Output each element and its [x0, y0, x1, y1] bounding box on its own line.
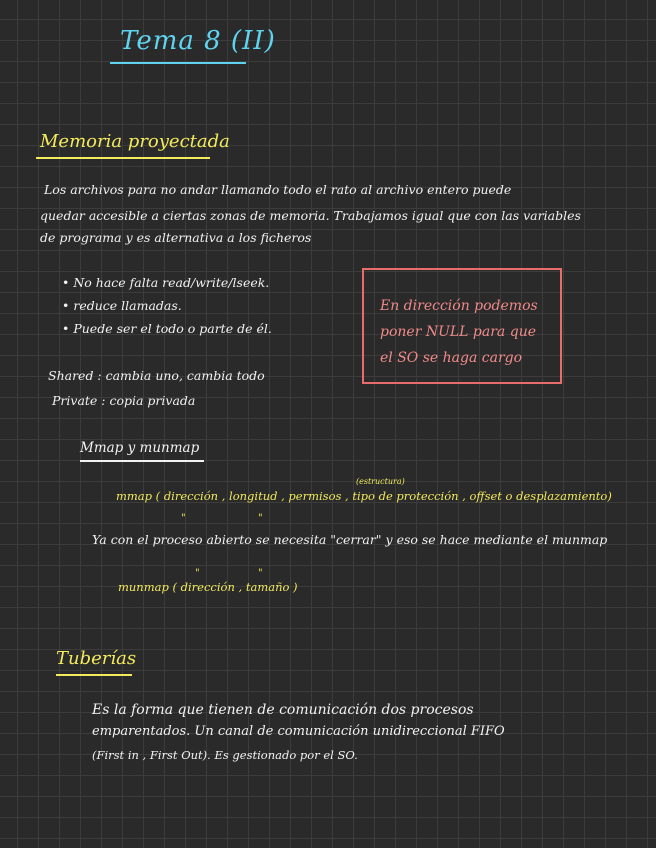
heading-underline	[56, 674, 132, 676]
paragraph-line: (First in , First Out). Es gestionado por el SO.	[92, 748, 358, 762]
ditto-mark: "	[181, 513, 186, 524]
shared-line: Shared : cambia uno, cambia todo	[48, 368, 265, 383]
private-line: Private : copia privada	[52, 393, 196, 408]
note-line: el SO se haga cargo	[380, 350, 523, 366]
bullet-item: • No hace falta read/write/lseek.	[62, 275, 270, 290]
bullet-item: • reduce llamadas.	[62, 298, 182, 313]
page-title: Tema 8 (II)	[120, 26, 276, 56]
mmap-call: mmap ( dirección , longitud , permisos , tipo de protección , offset o desplazamiento)	[116, 489, 612, 503]
ditto-mark: "	[258, 568, 263, 579]
heading-memoria-proyectada: Memoria proyectada	[40, 131, 230, 152]
heading-mmap-munmap: Mmap y munmap	[80, 440, 200, 456]
note-line: poner NULL para que	[380, 324, 536, 340]
note-line: En dirección podemos	[380, 298, 538, 314]
heading-underline	[36, 157, 210, 159]
title-underline	[110, 62, 246, 64]
munmap-explanation: Ya con el proceso abierto se necesita "cerrar" y eso se hace mediante el munmap	[92, 532, 608, 547]
ditto-mark: "	[258, 513, 263, 524]
paragraph-line: Es la forma que tienen de comunicación dos procesos	[92, 702, 474, 718]
paragraph-line: de programa y es alternativa a los ficheros	[40, 230, 312, 245]
munmap-call: munmap ( dirección , tamaño )	[118, 580, 298, 594]
bullet-item: • Puede ser el todo o parte de él.	[62, 321, 272, 336]
paragraph-line: emparentados. Un canal de comunicación unidireccional FIFO	[92, 724, 505, 739]
heading-tuberias: Tuberías	[56, 648, 137, 669]
heading-underline	[80, 460, 204, 462]
paragraph-line: Los archivos para no andar llamando todo el rato al archivo entero puede	[44, 182, 512, 197]
annotation: (estructura)	[356, 477, 405, 486]
ditto-mark: "	[195, 568, 200, 579]
paragraph-line: quedar accesible a ciertas zonas de memoria. Trabajamos igual que con las variables	[40, 208, 581, 223]
